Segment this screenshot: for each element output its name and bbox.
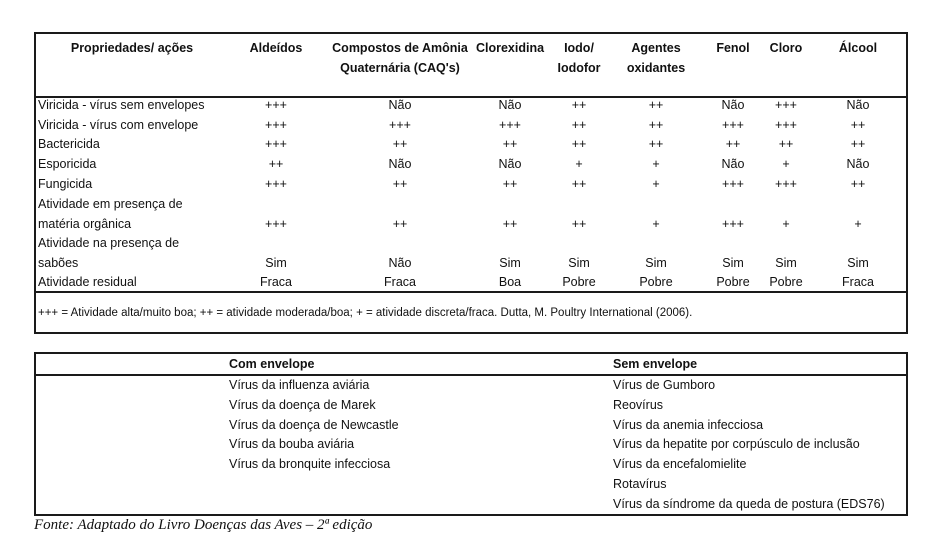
list-item: Rotavírus (613, 476, 667, 491)
table-cell: ++ (502, 216, 518, 231)
table-cell: + (652, 157, 660, 171)
table-cell: +++ (722, 177, 744, 191)
table-cell: +++ (265, 98, 287, 112)
table-cell: Pobre (769, 275, 803, 289)
table-cell: ++ (392, 137, 408, 151)
table-cell: +++ (722, 216, 744, 231)
table-cell: +++ (775, 118, 797, 132)
table-cell: Fraca (260, 275, 292, 289)
table-cell: ++ (571, 137, 587, 151)
row-label: Esporicida (38, 157, 97, 171)
table-cell: Sim (847, 255, 869, 270)
list-item: Vírus da anemia infecciosa (613, 417, 764, 432)
table-cell: ++ (268, 157, 284, 171)
table-cell: ++ (392, 216, 408, 231)
table-cell: Sim (722, 255, 744, 270)
table-cell: Não (498, 98, 522, 112)
table-cell: ++ (571, 118, 587, 132)
row-label: Bactericida (38, 137, 100, 151)
table-cell: Não (721, 157, 745, 171)
row-label: Viricida - vírus com envelope (38, 118, 199, 132)
table-cell: ++ (648, 118, 664, 132)
table-cell: Não (721, 98, 745, 112)
table-cell: Boa (498, 275, 522, 289)
table-cell: Pobre (562, 275, 596, 289)
table-cell: Não (846, 157, 870, 171)
with-envelope-list (229, 376, 399, 475)
list-item: Reovírus (613, 397, 664, 412)
table-cell: Sim (265, 255, 287, 270)
column-header-6: Fenol (716, 41, 750, 55)
table-cell: Pobre (716, 275, 750, 289)
footnote-divider (36, 291, 906, 293)
without-envelope-list (613, 376, 885, 515)
table-cell: Não (498, 157, 522, 171)
row-label: matéria orgânica (38, 216, 132, 231)
list-item: Vírus da síndrome da queda de postura (EDS76) (613, 496, 885, 511)
virus-envelope-table (34, 352, 908, 516)
table-cell: + (652, 177, 660, 191)
list-item: Vírus da bouba aviária (229, 437, 355, 452)
table-footnote: +++ = Atividade alta/muito boa; ++ = atividade moderada/boa; + = atividade discreta/fraca. Dutta, M. Poultry International (2006). (38, 307, 693, 319)
table-cell: +++ (265, 118, 287, 132)
table-cell: +++ (499, 118, 521, 132)
table-cell: +++ (389, 118, 411, 132)
table-cell: Sim (499, 255, 521, 270)
column-header-4: Iodo/ Iodofor (557, 41, 601, 75)
list-item: Vírus da encefalomielite (613, 457, 747, 472)
table-cell: Sim (568, 255, 590, 270)
table-cell: ++ (648, 137, 664, 151)
column-header-3: Clorexidina (475, 41, 545, 55)
row-label: Viricida - vírus sem envelopes (38, 98, 205, 112)
table-cell: ++ (648, 98, 664, 112)
list-item: Vírus da doença de Newcastle (229, 417, 399, 432)
table-cell: Fraca (384, 275, 416, 289)
table-cell: Pobre (639, 275, 673, 289)
row-label: Atividade na presença de (38, 236, 180, 250)
column-header-8: Álcool (838, 41, 878, 55)
table-cell: Fraca (842, 275, 874, 289)
table-cell: Não (388, 98, 412, 112)
list-item: Vírus de Gumboro (613, 378, 716, 392)
row-label: Atividade residual (38, 275, 137, 289)
row-label: sabões (38, 255, 79, 270)
table-cell: Sim (645, 255, 667, 270)
table-cell: ++ (502, 137, 518, 151)
table-cell: +++ (775, 177, 797, 191)
table-cell: ++ (571, 98, 587, 112)
without-envelope-heading: Sem envelope (613, 357, 698, 371)
table-cell: ++ (571, 177, 587, 191)
table-cell: + (782, 157, 790, 171)
table-cell: ++ (850, 177, 866, 191)
table-cell: + (782, 216, 790, 231)
table-cell: ++ (571, 216, 587, 231)
table-cell: + (854, 216, 862, 231)
table-cell: ++ (850, 137, 866, 151)
column-header-5: Agentes oxidantes (626, 41, 686, 75)
list-item: Vírus da influenza aviária (229, 378, 370, 392)
table-cell: ++ (725, 137, 741, 151)
table-cell: ++ (778, 137, 794, 151)
table-cell: Não (388, 255, 412, 270)
column-header-0: Propriedades/ ações (70, 41, 194, 55)
column-header-7: Cloro (769, 41, 803, 55)
column-header-1: Aldeídos (249, 41, 303, 55)
table-cell: +++ (722, 118, 744, 132)
table-cell: Não (388, 157, 412, 171)
table-cell: + (652, 216, 660, 231)
row-label: Fungicida (38, 177, 93, 191)
table-cell: ++ (502, 177, 518, 191)
list-item: Vírus da bronquite infecciosa (229, 457, 391, 472)
table-cell: + (575, 157, 583, 171)
list-item: Vírus da doença de Marek (229, 397, 376, 412)
table-cell: +++ (775, 98, 797, 112)
table-cell: ++ (850, 118, 866, 132)
table-cell: ++ (392, 177, 408, 191)
table-cell: +++ (265, 137, 287, 151)
source-caption: Fonte: Adaptado do Livro Doenças das Aves – 2ª edição (34, 517, 373, 533)
with-envelope-heading: Com envelope (229, 357, 315, 371)
disinfectant-properties-table (34, 32, 908, 334)
table-cell: +++ (265, 177, 287, 191)
table-cell: Não (846, 98, 870, 112)
row-label: Atividade em presença de (38, 197, 183, 211)
list-item: Vírus da hepatite por corpúsculo de inclusão (613, 437, 860, 452)
table-cell: +++ (265, 216, 287, 231)
column-header-2: Compostos de Amônia Quaternária (CAQ's) (332, 41, 468, 75)
table-cell: Sim (775, 255, 797, 270)
